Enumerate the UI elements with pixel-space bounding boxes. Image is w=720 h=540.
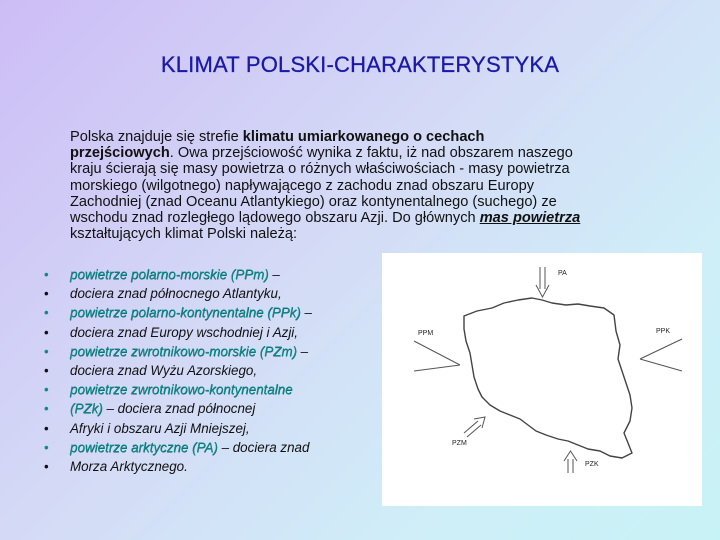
intro-text-2: . Owa przejściowość wynika z faktu, iż nad obszarem naszego kraju ścierają się masy powietrza o różnych właściwościach - masy powietrza morskiego (wilgotnego) napływającego z zachodu znad obszaru Europy Zachodniej (znad Oceanu Atlantykiego) oraz kontynentalnego (suchego) ze wschodu znad rozległego lądowego obszaru Azji. Do głównych [70,145,573,227]
map-svg [382,253,702,506]
list-item: • powietrze zwrotnikowo-morskie (PZm) – [44,342,384,361]
list-item: • dociera znad północnego Atlantyku, [44,284,384,303]
air-mass-list [44,265,384,476]
label-ppk: PPK [656,328,671,335]
list-item: • powietrze zwrotnikowo-kontynentalne [44,380,384,399]
list-item: • dociera znad Europy wschodniej i Azji, [44,323,384,342]
list-item: • Morza Arktycznego. [44,457,384,476]
label-pzm: PZM [452,440,467,447]
arrow-pzk-icon [564,451,577,473]
label-pzk: PZK [585,461,599,468]
intro-text-3: kształtujących klimat Polski należą: [70,226,298,243]
arrow-pa-icon [536,267,549,297]
arrow-ppm-icon [414,341,460,371]
list-item: • (PZk) – dociera znad północnej [44,399,384,418]
arrow-ppk-icon [640,339,682,371]
list-item: • Afryki i obszaru Azji Mniejszej, [44,419,384,438]
poland-outline [464,298,632,458]
label-pa: PA [558,270,567,277]
list-item: • powietrze arktyczne (PA) – dociera znad [44,438,384,457]
label-ppm: PPM [418,330,434,337]
list-item: • dociera znad Wyżu Azorskiego, [44,361,384,380]
intro-bold-climate: klimatu umiarkowanego o cechach przejściowych [70,129,485,162]
air-mass-map [382,253,702,506]
intro-paragraph [70,129,590,242]
list-item: • powietrze polarno-kontynentalne (PPk) – [44,303,384,322]
intro-text-1: Polska znajduje się strefie [70,129,243,145]
arrow-pzm-icon [464,417,485,437]
slide-title: KLIMAT POLSKI-CHARAKTERYSTYKA [160,52,560,77]
list-item: • powietrze polarno-morskie (PPm) – [44,265,384,284]
intro-underlined-air-masses: mas powietrza [479,210,581,227]
